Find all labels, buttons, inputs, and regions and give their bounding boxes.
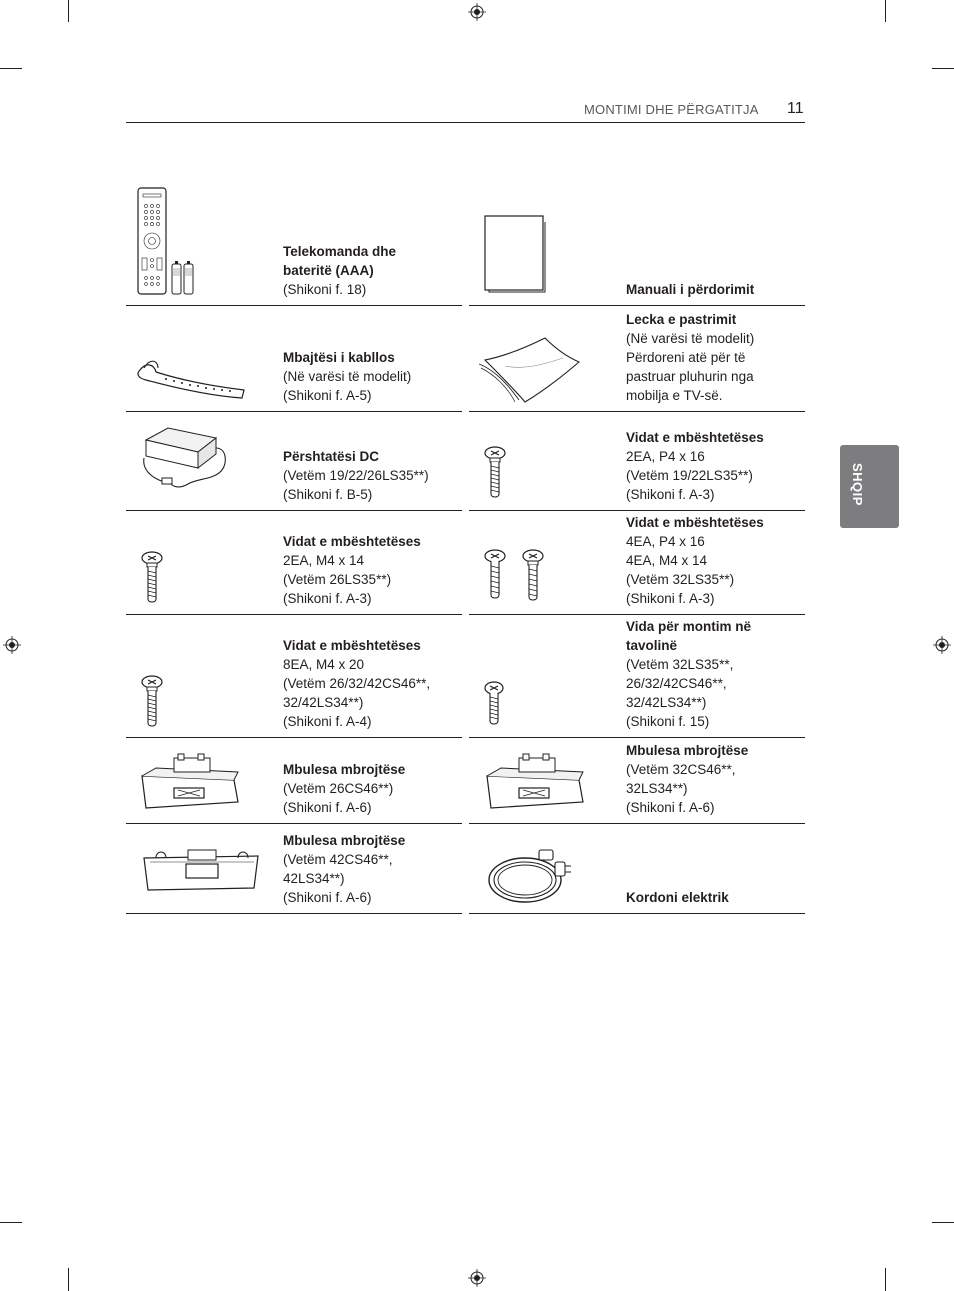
accessory-title: Mbulesa mbrojtëse [283, 762, 406, 777]
crop-mark [885, 1268, 886, 1291]
accessory-description [283, 532, 463, 608]
section-title: MONTIMI DHE PËRGATITJA [584, 102, 759, 117]
accessory-detail: 42LS34**) [283, 871, 345, 886]
header-rule [126, 122, 805, 123]
accessory-detail: 26/32/42CS46**, [626, 676, 727, 691]
registration-mark-icon [468, 1269, 486, 1287]
crop-mark [68, 0, 69, 22]
accessory-detail: (Shikoni f. A-6) [283, 890, 372, 905]
accessory-title: Mbulesa mbrojtëse [283, 833, 406, 848]
accessory-detail: 32/42LS34**) [626, 695, 707, 710]
accessory-detail: 4EA, M4 x 14 [626, 553, 708, 568]
accessory-detail: (Vetëm 32LS35**, [626, 657, 734, 672]
crop-mark [0, 1222, 22, 1223]
accessory-description [283, 447, 463, 504]
accessory-item [469, 412, 805, 511]
accessory-title: Vidat e mbështetëses [626, 430, 764, 445]
page-number: 11 [787, 100, 804, 117]
protection-cover-wide-icon [142, 846, 262, 897]
accessory-description [283, 760, 463, 817]
accessory-detail: (Shikoni f. A-5) [283, 388, 372, 403]
accessory-detail: 8EA, M4 x 20 [283, 657, 365, 672]
accessory-description [283, 636, 463, 731]
accessory-title: Telekomanda dhe [283, 244, 397, 259]
accessory-detail: 4EA, P4 x 16 [626, 534, 705, 549]
dc-adapter-icon [138, 422, 238, 503]
accessory-title: Vidat e mbështetëses [283, 638, 421, 653]
accessory-detail: (Vetëm 26LS35**) [283, 572, 392, 587]
registration-mark-icon [468, 3, 486, 21]
crop-mark [885, 0, 886, 22]
accessory-title: Vida për montim në [626, 619, 752, 634]
two-screws-icon [483, 549, 547, 608]
accessory-detail: mobilja e TV-së. [626, 388, 723, 403]
accessory-detail: (Shikoni f. A-3) [283, 591, 372, 606]
short-screw-icon [483, 681, 505, 732]
screw-icon [140, 551, 164, 610]
screw-icon [140, 675, 164, 734]
accessory-item [126, 412, 462, 511]
accessory-detail: (Vetëm 19/22LS35**) [626, 468, 753, 483]
cleaning-cloth-icon [475, 334, 585, 411]
protection-cover-icon [483, 746, 587, 817]
protection-cover-icon [138, 746, 242, 817]
accessory-title: Vidat e mbështetëses [626, 515, 764, 530]
accessory-description [626, 513, 806, 608]
accessory-title: Kordoni elektrik [626, 890, 729, 905]
accessory-detail: (Shikoni f. A-4) [283, 714, 372, 729]
registration-mark-icon [933, 636, 951, 654]
accessory-description [626, 741, 806, 817]
accessory-description [626, 617, 806, 731]
registration-mark-icon [3, 636, 21, 654]
accessory-title: Manuali i përdorimit [626, 282, 755, 297]
accessory-description [626, 888, 806, 907]
accessory-title: Përshtatësi DC [283, 449, 380, 464]
accessory-detail: 2EA, P4 x 16 [626, 449, 705, 464]
accessory-title: Lecka e pastrimit [626, 312, 737, 327]
accessory-title: Vidat e mbështetëses [283, 534, 421, 549]
accessory-item [469, 824, 805, 914]
accessory-detail: (Në varësi të modelit) [626, 331, 755, 346]
accessory-title: bateritë (AAA) [283, 263, 374, 278]
accessory-item [126, 615, 462, 738]
accessory-title: tavolinë [626, 638, 678, 653]
accessory-title: Mbajtësi i kabllos [283, 350, 395, 365]
accessory-description [283, 348, 463, 405]
accessory-detail: (Shikoni f. 18) [283, 282, 367, 297]
power-cord-icon [485, 844, 573, 913]
accessory-detail: (Vetëm 26/32/42CS46**, [283, 676, 431, 691]
crop-mark [932, 1222, 954, 1223]
cable-holder-icon [136, 352, 248, 409]
accessory-description [626, 428, 806, 504]
accessory-detail: (Në varësi të modelit) [283, 369, 412, 384]
screw-icon [483, 446, 507, 505]
accessory-detail: Përdoreni atë për të [626, 350, 746, 365]
accessory-item [126, 306, 462, 412]
language-tab-label: SHQIP [850, 463, 865, 506]
crop-mark [68, 1268, 69, 1291]
accessory-item [469, 182, 805, 306]
accessory-description [283, 242, 463, 299]
accessory-description [283, 831, 463, 907]
accessory-detail: pastruar pluhurin nga [626, 369, 754, 384]
crop-mark [0, 68, 22, 69]
accessory-detail: (Shikoni f. A-3) [626, 487, 715, 502]
accessory-detail: (Vetëm 19/22/26LS35**) [283, 468, 429, 483]
language-tab [840, 445, 899, 528]
accessory-item [126, 182, 462, 306]
remote-control-icon [136, 186, 206, 303]
manual-book-icon [483, 214, 549, 301]
crop-mark [932, 68, 954, 69]
accessory-detail: (Shikoni f. A-6) [283, 800, 372, 815]
accessory-detail: (Shikoni f. A-6) [626, 800, 715, 815]
accessory-description [626, 280, 806, 299]
accessory-item [126, 511, 462, 615]
accessory-item [469, 738, 805, 824]
accessory-detail: (Vetëm 26CS46**) [283, 781, 394, 796]
accessory-item [469, 306, 805, 412]
accessory-detail: 2EA, M4 x 14 [283, 553, 365, 568]
accessory-detail: 32LS34**) [626, 781, 688, 796]
accessory-item [469, 615, 805, 738]
accessory-detail: (Shikoni f. B-5) [283, 487, 373, 502]
accessory-item [126, 738, 462, 824]
accessory-title: Mbulesa mbrojtëse [626, 743, 749, 758]
accessory-detail: (Vetëm 32CS46**, [626, 762, 736, 777]
accessory-description [626, 310, 806, 405]
accessory-detail: (Vetëm 32LS35**) [626, 572, 735, 587]
accessory-detail: (Shikoni f. 15) [626, 714, 710, 729]
accessory-detail: 32/42LS34**) [283, 695, 364, 710]
accessory-detail: (Shikoni f. A-3) [626, 591, 715, 606]
accessory-item [469, 511, 805, 615]
accessory-detail: (Vetëm 42CS46**, [283, 852, 393, 867]
accessory-item [126, 824, 462, 914]
